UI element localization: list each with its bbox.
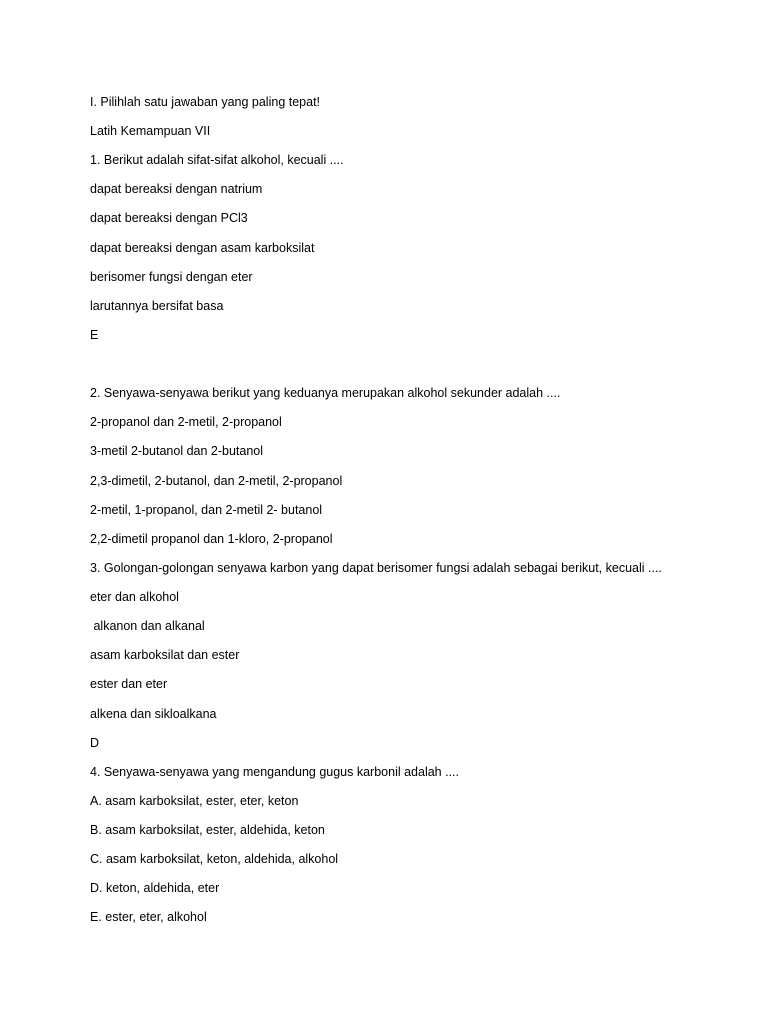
question-3: 3. Golongan-golongan senyawa karbon yang dapat berisomer fungsi adalah sebagai berikut, kecuali .... (90, 561, 662, 575)
question-4: 4. Senyawa-senyawa yang mengandung gugus karbonil adalah .... (90, 765, 460, 779)
answer-option: 2,3-dimetil, 2-butanol, dan 2-metil, 2-propanol (90, 474, 343, 488)
question-1: 1. Berikut adalah sifat-sifat alkohol, kecuali .... (90, 153, 344, 167)
answer-option: 2-propanol dan 2-metil, 2-propanol (90, 415, 282, 429)
answer-option: 2-metil, 1-propanol, dan 2-metil 2- butanol (90, 503, 323, 517)
answer-option: eter dan alkohol (90, 590, 179, 604)
answer-key: D (90, 736, 100, 750)
answer-option: asam karboksilat dan ester (90, 648, 240, 662)
answer-option: A. asam karboksilat, ester, eter, keton (90, 794, 299, 808)
answer-option: dapat bereaksi dengan natrium (90, 182, 263, 196)
answer-option: berisomer fungsi dengan eter (90, 270, 253, 284)
answer-option: 2,2-dimetil propanol dan 1-kloro, 2-propanol (90, 532, 333, 546)
answer-option: 3-metil 2-butanol dan 2-butanol (90, 444, 264, 458)
answer-key: E (90, 328, 99, 342)
answer-option: dapat bereaksi dengan PCl3 (90, 211, 248, 225)
answer-option: ester dan eter (90, 677, 168, 691)
answer-option: larutannya bersifat basa (90, 299, 224, 313)
question-2: 2. Senyawa-senyawa berikut yang keduanya merupakan alkohol sekunder adalah .... (90, 386, 561, 400)
answer-option: alkena dan sikloalkana (90, 707, 217, 721)
answer-option: dapat bereaksi dengan asam karboksilat (90, 241, 315, 255)
answer-option: D. keton, aldehida, eter (90, 881, 220, 895)
answer-option: E. ester, eter, alkohol (90, 910, 207, 924)
answer-option: alkanon dan alkanal (90, 619, 205, 633)
exercise-title: Latih Kemampuan VII (90, 124, 211, 138)
answer-option: C. asam karboksilat, keton, aldehida, alkohol (90, 852, 339, 866)
answer-option: B. asam karboksilat, ester, aldehida, keton (90, 823, 325, 837)
section-heading: I. Pilihlah satu jawaban yang paling tepat! (90, 95, 321, 109)
